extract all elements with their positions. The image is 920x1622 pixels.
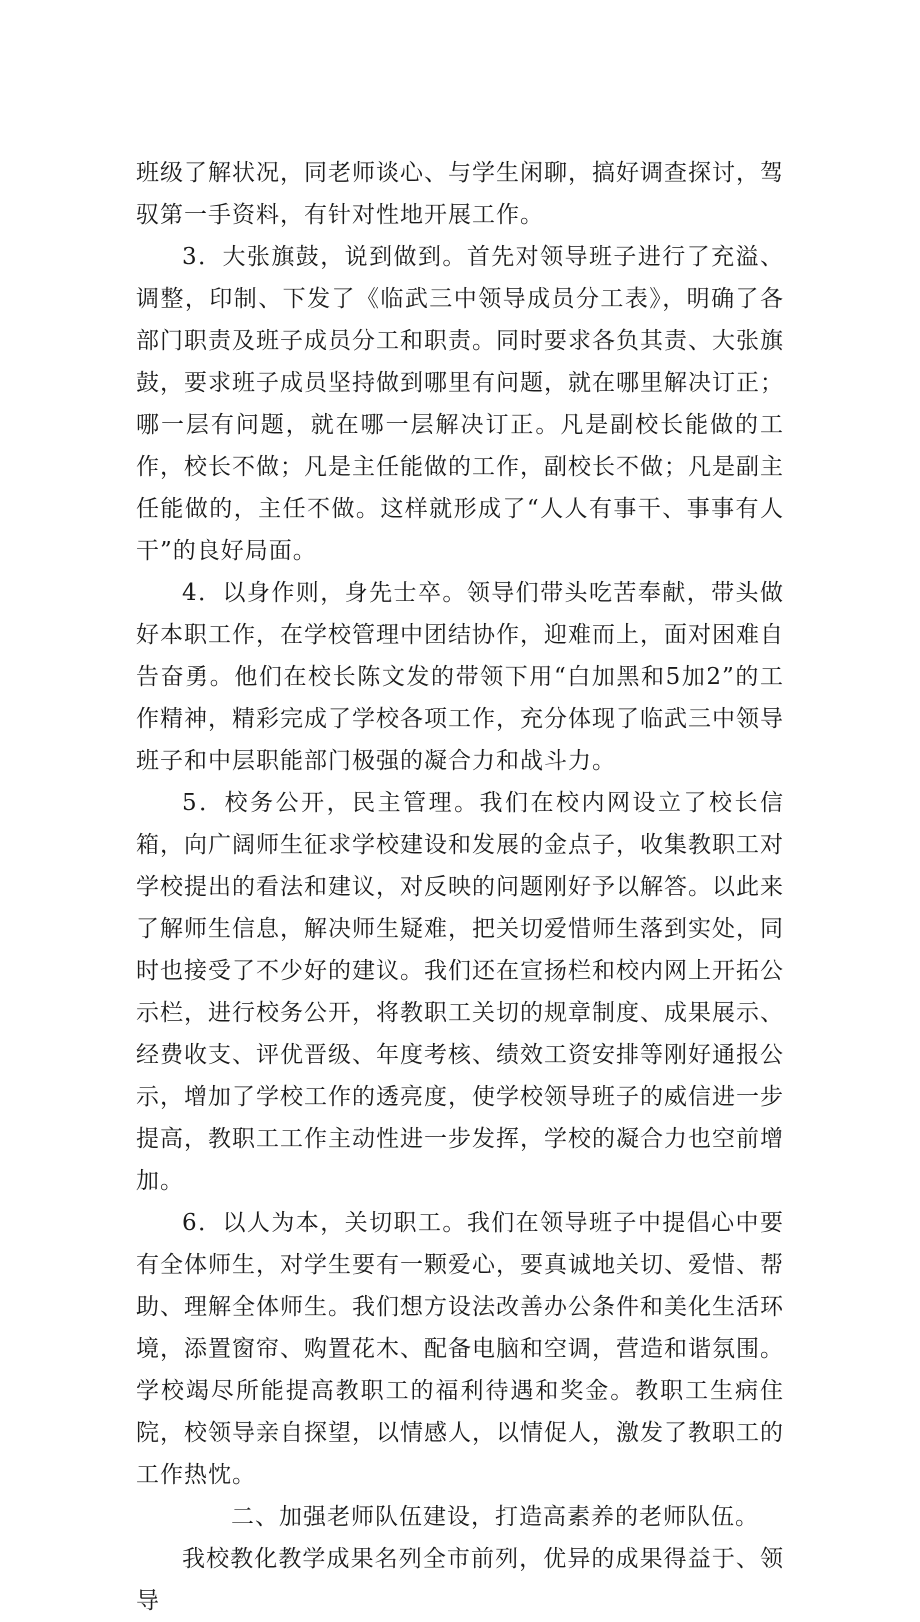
document-body xyxy=(136,152,784,1622)
paragraph-continuation: 班级了解状况，同老师谈心、与学生闲聊，搞好调查探讨，驾驭第一手资料，有针对性地开展工作。 xyxy=(136,160,784,228)
paragraph-item-3: 3．大张旗鼓，说到做到。首先对领导班子进行了充溢、调整，印制、下发了《临武三中领导成员分工表》，明确了各部门职责及班子成员分工和职责。同时要求各负其责、大张旗鼓，要求班子成员坚持做到哪里有问题，就在哪里解决订正；哪一层有问题，就在哪一层解决订正。凡是副校长能做的工作，校长不做；凡是主任能做的工作，副校长不做；凡是副主任能做的，主任不做。这样就形成了“人人有事干、事事有人干”的良好局面。 xyxy=(136,244,784,564)
section-heading: 二、加强老师队伍建设，打造高素养的老师队伍。 xyxy=(231,1504,759,1530)
paragraph-item-4: 4．以身作则，身先士卒。领导们带头吃苦奉献，带头做好本职工作，在学校管理中团结协作，迎难而上，面对困难自告奋勇。他们在校长陈文发的带领下用“白加黑和5加2”的工作精神，精彩完成了学校各项工作，充分体现了临武三中领导班子和中层职能部门极强的凝合力和战斗力。 xyxy=(136,580,784,774)
paragraph-item-5: 5．校务公开，民主管理。我们在校内网设立了校长信箱，向广阔师生征求学校建设和发展的金点子，收集教职工对学校提出的看法和建议，对反映的问题刚好予以解答。以此来了解师生信息，解决师生疑难，把关切爱惜师生落到实处，同时也接受了不少好的建议。我们还在宣扬栏和校内网上开拓公示栏，进行校务公开，将教职工关切的规章制度、成果展示、经费收支、评优晋级、年度考核、绩效工资安排等刚好通报公示，增加了学校工作的透亮度，使学校领导班子的威信进一步提高，教职工工作主动性进一步发挥，学校的凝合力也空前增加。 xyxy=(136,790,784,1194)
paragraph-section-two-start: 我校教化教学成果名列全市前列，优异的成果得益于、领导 xyxy=(136,1546,784,1614)
paragraph-item-6: 6．以人为本，关切职工。我们在领导班子中提倡心中要有全体师生，对学生要有一颗爱心，要真诚地关切、爱惜、帮助、理解全体师生。我们想方设法改善办公条件和美化生活环境，添置窗帘、购置花木、配备电脑和空调，营造和谐氛围。学校竭尽所能提高教职工的福利待遇和奖金。教职工生病住院，校领导亲自探望，以情感人，以情促人，激发了教职工的工作热忱。 xyxy=(136,1210,784,1488)
